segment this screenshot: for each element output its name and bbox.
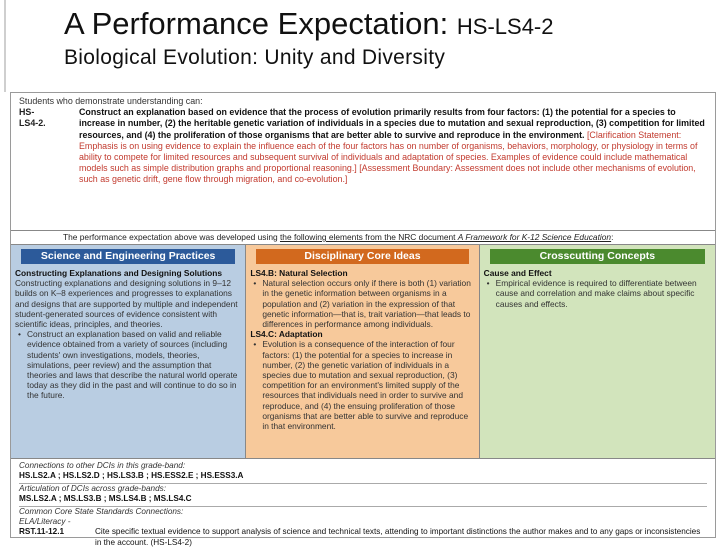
crosscutting-column <box>480 245 715 458</box>
dev-part1: The performance expectation above was developed using <box>63 232 280 242</box>
practices-header: Science and Engineering Practices <box>21 249 235 264</box>
core-ideas-bullet1 <box>250 278 474 329</box>
development-note <box>11 230 715 245</box>
bullet-icon: • <box>253 339 257 350</box>
ela-text: Cite specific textual evidence to support analysis of science and technical texts, attending to important distinctions the author makes and to any gaps or inconsistencies in the account. (HS-LS4-2) <box>95 527 701 547</box>
articulation-codes: MS.LS2.A ; MS.LS3.B ; MS.LS4.B ; MS.LS4.C <box>19 494 192 504</box>
pe-row <box>19 107 707 185</box>
core-ideas-bullet2-text: Evolution is a consequence of the interaction of four factors: (1) the potential for a species to increase in number, (2) the genetic variation of individuals in a species due to mutation and sexual reproduction, (3) competition for an environment's limited supply of the resources that individuals need in order to survive and reproduce, and (4) the ensuing proliferation of those organisms that are better able to survive and reproduce in that environment. <box>262 339 469 432</box>
connections-dci-codes: HS.LS2.A ; HS.LS2.D ; HS.LS3.B ; HS.ESS2.E ; HS.ESS3.A <box>19 471 244 481</box>
pe-code <box>19 107 79 185</box>
practices-subheading: Constructing Explanations and Designing Solutions <box>15 268 223 278</box>
practices-bullet <box>15 329 241 400</box>
ela-code: RST.11-12.1 <box>19 527 65 537</box>
slide-edge-decoration <box>0 0 6 92</box>
dev-part3: A Framework for K-12 Science Education <box>457 232 612 242</box>
articulation-label: Articulation of DCIs across grade-bands: <box>19 483 166 493</box>
pe-code-line1: HS- <box>19 107 35 118</box>
connections-section <box>11 458 715 547</box>
core-ideas-bullet1-text: Natural selection occurs only if there is both (1) variation in the genetic information between organisms in a population and (2) variation in the expression of that genetic information—that is, trait variation—that leads to differences in performance among individuals. <box>262 278 471 330</box>
ela-standard-row <box>19 527 707 548</box>
crosscutting-bullet <box>484 278 711 309</box>
page-subtitle: Biological Evolution: Unity and Diversity <box>64 46 446 69</box>
connections-dci-label: Connections to other DCIs in this grade-band: <box>19 461 186 470</box>
pe-body <box>79 107 707 185</box>
title-code: HS-LS4-2 <box>456 14 554 39</box>
core-ideas-bullet2 <box>250 339 474 431</box>
practices-bullet-text: Construct an explanation based on valid and reliable evidence obtained from a variety of sources (including students' own investigations, models, theories, simulations, peer review) and the assumption that theories and laws that describe the natural world operate today as they did in the past and will continue to do so in the future. <box>27 329 238 401</box>
crosscutting-subheading: Cause and Effect <box>483 268 552 278</box>
bullet-icon: • <box>253 278 257 289</box>
crosscutting-bullet-text: Empirical evidence is required to differentiate between cause and correlation and make claims about specific causes and effects. <box>495 278 697 309</box>
ccss-label: Common Core State Standards Connections: <box>19 506 184 516</box>
standards-document <box>10 92 716 547</box>
dev-part4: : <box>611 232 614 242</box>
pe-intro: Students who demonstrate understanding can: <box>19 96 203 106</box>
foundation-columns <box>11 245 715 458</box>
ela-label: ELA/Literacy - <box>19 517 71 527</box>
core-ideas-sub1: LS4.B: Natural Selection <box>250 268 348 278</box>
core-ideas-column <box>246 245 479 458</box>
bullet-icon: • <box>486 278 490 289</box>
page-title <box>64 6 553 42</box>
core-ideas-header: Disciplinary Core Ideas <box>256 249 468 264</box>
core-ideas-sub2: LS4.C: Adaptation <box>250 329 323 340</box>
title-text: A Performance Expectation: <box>64 6 449 41</box>
practices-column <box>11 245 246 458</box>
performance-expectation-section <box>11 93 715 230</box>
pe-code-line2: LS4-2. <box>19 118 46 129</box>
dev-part2: the following elements from the NRC document <box>279 232 458 242</box>
bullet-icon: • <box>18 329 21 340</box>
practices-text: Constructing explanations and designing solutions in 9–12 builds on K–8 experiences and progresses to explanations and designs that are supported by multiple and independent student-generated sources of evidence consistent with scientific ideas, principles, and theories. <box>15 278 238 330</box>
pe-clarification: [Clarification Statement: Emphasis is on using evidence to explain the influence each of the four factors has on number of organisms, behaviors, morphology, or physiology in terms of ability to compete for limited resources and subsequent survival of individuals and adaptation of species. Examples of evidence could include mathematical models such as simple distribution graphs and proportional reasoning.] [Assessment Boundary: Assessment does not include other mechanisms of evolution, such as genetic drift, gene flow through migration, and co-evolution.] <box>79 129 698 185</box>
crosscutting-header: Crosscutting Concepts <box>490 249 705 264</box>
pe-statement: Construct an explanation based on evidence that the process of evolution primarily results from four factors: (1) the potential for a species to increase in number, (2) the heritable genetic variation of individuals in a species due to mutation and sexual reproduction, (3) competition for limited resources, and (4) the proliferation of those organisms that are better able to survive and reproduce in the environment. <box>79 107 705 140</box>
